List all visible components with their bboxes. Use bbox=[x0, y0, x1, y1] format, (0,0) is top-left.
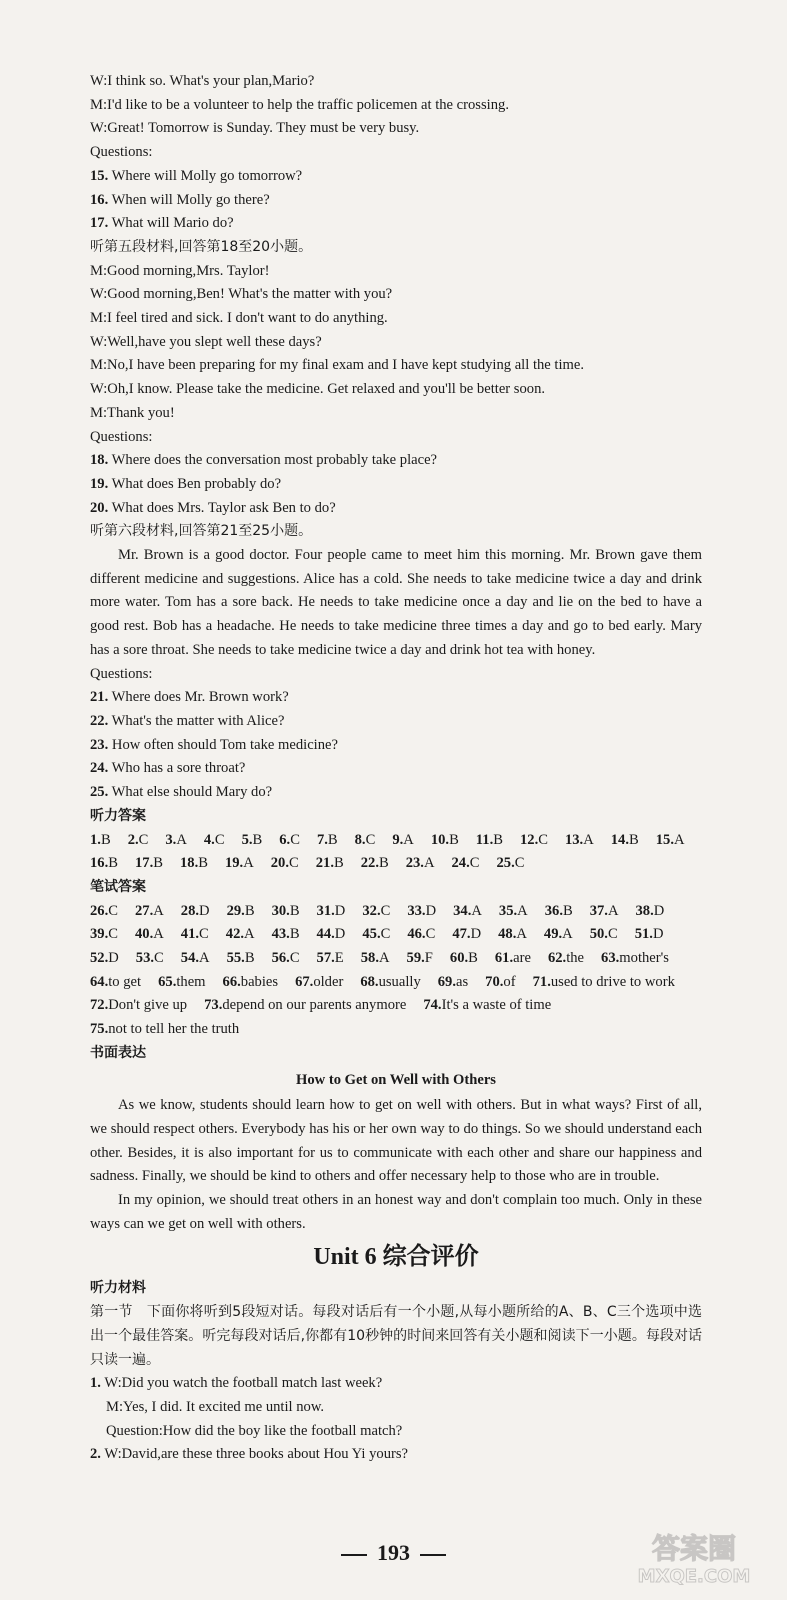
dialogue-line: W:Well,have you slept well these days? bbox=[90, 333, 322, 350]
answer-item: 7.B bbox=[316, 831, 338, 848]
answer-item: 27.A bbox=[134, 902, 164, 919]
answer-item: 39.C bbox=[90, 926, 118, 943]
question-item: 19. What does Ben probably do? bbox=[90, 475, 282, 492]
answer-item: 36.B bbox=[544, 902, 573, 919]
answer-item: 8.C bbox=[354, 831, 376, 848]
question-item: 22. What's the matter with Alice? bbox=[90, 712, 285, 729]
written-answers bbox=[90, 900, 702, 1042]
answer-item: 56.C bbox=[271, 950, 300, 967]
watermark-url: MXQE.COM bbox=[637, 1566, 751, 1587]
answer-item: 57.E bbox=[316, 950, 344, 967]
questions-label: Questions: bbox=[90, 144, 153, 161]
dialogue-line: M:I feel tired and sick. I don't want to do anything. bbox=[90, 310, 388, 327]
essay-paragraph: In my opinion, we should treat others in an honest way and don't complain too much. Only in these ways can we get on well with others. bbox=[90, 1192, 702, 1232]
question-item: 20. What does Mrs. Taylor ask Ben to do? bbox=[90, 499, 336, 516]
listening-item: 1. W:Did you watch the football match last week? bbox=[90, 1375, 383, 1392]
answer-item: 40.A bbox=[134, 926, 164, 943]
answer-item: 53.C bbox=[135, 950, 164, 967]
answer-item: 15.A bbox=[655, 831, 685, 848]
answer-item: 28.D bbox=[180, 902, 210, 919]
answer-item: 13.A bbox=[564, 831, 594, 848]
essay-title: How to Get on Well with Others bbox=[296, 1071, 496, 1088]
questions-label: Questions: bbox=[90, 428, 153, 445]
answer-item: 46.C bbox=[407, 926, 436, 943]
answer-item: 61.are bbox=[494, 950, 531, 967]
answer-item: 55.B bbox=[226, 950, 255, 967]
answer-item: 50.C bbox=[589, 926, 618, 943]
page-number-dash bbox=[341, 1554, 367, 1556]
dialogue-line: M:Yes, I did. It excited me until now. bbox=[106, 1398, 325, 1415]
answer-item: 64.to get bbox=[90, 973, 142, 990]
question-item: 18. Where does the conversation most probably take place? bbox=[90, 452, 438, 469]
answer-item: 51.D bbox=[634, 926, 664, 943]
answer-item: 48.A bbox=[498, 926, 527, 943]
passage: Mr. Brown is a good doctor. Four people came to meet him this morning. Mr. Brown gave them different medicine and suggestions. Alice has a cold. She needs to take medicine twice a day and drink more water. Tom has a sore back. He needs to take medicine once a day and lie on the bed to have a good rest. Bob has a headache. He needs to take medicine three times a day and go to bed early. Mary has a sore throat. She needs to take medicine twice a day and drink hot tea with honey. bbox=[90, 547, 702, 658]
answer-item: 69.as bbox=[437, 973, 469, 990]
answer-item: 60.B bbox=[449, 950, 478, 967]
answer-item: 52.D bbox=[90, 950, 119, 967]
answer-item: 45.C bbox=[362, 926, 391, 943]
answer-item: 21.B bbox=[315, 855, 344, 872]
answer-item: 32.C bbox=[362, 902, 391, 919]
answer-item: 42.A bbox=[225, 926, 255, 943]
answer-item: 11.B bbox=[475, 831, 503, 848]
answer-item: 20.C bbox=[270, 855, 299, 872]
listening-answers-title: 听力答案 bbox=[90, 807, 146, 824]
answer-item: 31.D bbox=[316, 902, 346, 919]
questions-label: Questions: bbox=[90, 665, 153, 682]
dialogue-line: M:No,I have been preparing for my final exam and I have kept studying all the time. bbox=[90, 357, 585, 374]
dialogue-line: M:I'd like to be a volunteer to help the traffic policemen at the crossing. bbox=[90, 96, 509, 113]
answer-item: 72.Don't give up bbox=[90, 997, 188, 1014]
answer-item: 34.A bbox=[453, 902, 482, 919]
question-item: 23. How often should Tom take medicine? bbox=[90, 736, 338, 753]
question-line: Question:How did the boy like the football match? bbox=[106, 1422, 403, 1439]
page-number: 193 bbox=[0, 1540, 787, 1566]
answer-item: 23.A bbox=[405, 855, 435, 872]
answer-item: 35.A bbox=[498, 902, 528, 919]
listening-material-title: 听力材料 bbox=[90, 1280, 146, 1297]
answer-item: 54.A bbox=[180, 950, 210, 967]
answer-item: 17.B bbox=[134, 855, 163, 872]
essay-paragraph: As we know, students should learn how to get on well with others. But in what ways? First of all, we should respect others. Everybody has his or her own way to do things. So we should understand each other. Besides, it is also important for us to communicate with each other and share our happiness and sadness. Finally, we should be kind to others and offer necessary help to those who are in trouble. bbox=[90, 1097, 702, 1185]
answer-item: 6.C bbox=[279, 831, 300, 848]
answer-item: 37.A bbox=[589, 902, 619, 919]
answer-item: 3.A bbox=[165, 831, 187, 848]
question-item: 16. When will Molly go there? bbox=[90, 191, 270, 208]
answer-item: 25.C bbox=[496, 855, 525, 872]
answer-item: 2.C bbox=[127, 831, 149, 848]
listening-item: 2. W:David,are these three books about Hou Yi yours? bbox=[90, 1446, 409, 1463]
answer-item: 62.the bbox=[547, 950, 585, 967]
answer-item: 63.mother's bbox=[601, 950, 669, 967]
dialogue-line: M:Good morning,Mrs. Taylor! bbox=[90, 262, 270, 279]
answer-item: 9.A bbox=[392, 831, 414, 848]
answer-item: 65.them bbox=[158, 973, 206, 990]
answer-item: 16.B bbox=[90, 855, 118, 872]
question-item: 17. What will Mario do? bbox=[90, 215, 234, 232]
answer-item: 5.B bbox=[241, 831, 263, 848]
answer-item: 22.B bbox=[360, 855, 389, 872]
answer-item: 44.D bbox=[316, 926, 346, 943]
dialogue-line: M:Thank you! bbox=[90, 404, 175, 421]
answer-item: 49.A bbox=[543, 926, 573, 943]
question-item: 24. Who has a sore throat? bbox=[90, 760, 246, 777]
watermark-logo bbox=[619, 1526, 769, 1588]
answer-item: 41.C bbox=[180, 926, 209, 943]
answer-item: 18.B bbox=[179, 855, 208, 872]
writing-title: 书面表达 bbox=[90, 1044, 146, 1061]
section1-instructions: 第一节 下面你将听到5段短对话。每段对话后有一个小题,从每小题所给的A、B、C三个选项中选出一个最佳答案。听完每段对话后,你都有10秒钟的时间来回答有关小题和阅读下一小题。每段对话只读一遍。 bbox=[90, 1304, 702, 1368]
answer-item: 66.babies bbox=[222, 973, 279, 990]
dialogue-line: W:Good morning,Ben! What's the matter with you? bbox=[90, 286, 393, 303]
answer-item: 68.usually bbox=[360, 973, 421, 990]
watermark-text: 答案圈 bbox=[651, 1532, 737, 1565]
answer-item: 10.B bbox=[430, 831, 459, 848]
answer-item: 58.A bbox=[360, 950, 390, 967]
answer-item: 59.F bbox=[406, 950, 433, 967]
answer-item: 29.B bbox=[226, 902, 255, 919]
listening-answers bbox=[90, 829, 702, 876]
answer-item: 74.It's a waste of time bbox=[423, 997, 552, 1014]
answer-item: 71.used to drive to work bbox=[532, 973, 675, 990]
written-answers-title: 笔试答案 bbox=[90, 878, 146, 895]
answer-item: 73.depend on our parents anymore bbox=[204, 997, 407, 1014]
page-number-dash bbox=[420, 1554, 446, 1556]
answer-item: 26.C bbox=[90, 902, 118, 919]
answer-item: 30.B bbox=[271, 902, 300, 919]
content-column bbox=[90, 70, 702, 1467]
question-item: 25. What else should Mary do? bbox=[90, 784, 273, 801]
answer-item: 47.D bbox=[452, 926, 482, 943]
answer-item: 43.B bbox=[271, 926, 300, 943]
part6-header: 听第六段材料,回答第21至25小题。 bbox=[90, 523, 313, 540]
dialogue-line: W:I think so. What's your plan,Mario? bbox=[90, 73, 315, 89]
dialogue-line: W:Oh,I know. Please take the medicine. Get relaxed and you'll be better soon. bbox=[90, 381, 546, 398]
answer-item: 4.C bbox=[203, 831, 225, 848]
answer-item: 75.not to tell her the truth bbox=[90, 1021, 240, 1038]
dialogue-line: W:Great! Tomorrow is Sunday. They must be very busy. bbox=[90, 120, 420, 137]
answer-item: 70.of bbox=[485, 973, 516, 990]
answer-item: 19.A bbox=[224, 855, 254, 872]
answer-item: 33.D bbox=[407, 902, 437, 919]
part5-header: 听第五段材料,回答第18至20小题。 bbox=[90, 238, 313, 255]
answer-item: 38.D bbox=[635, 902, 665, 919]
answer-item: 1.B bbox=[90, 831, 111, 848]
answer-item: 12.C bbox=[519, 831, 548, 848]
question-item: 15. Where will Molly go tomorrow? bbox=[90, 167, 303, 184]
answer-item: 67.older bbox=[295, 973, 344, 990]
answer-item: 24.C bbox=[451, 855, 480, 872]
unit-title: Unit 6 综合评价 bbox=[313, 1244, 479, 1271]
answer-item: 14.B bbox=[610, 831, 639, 848]
question-item: 21. Where does Mr. Brown work? bbox=[90, 689, 289, 706]
